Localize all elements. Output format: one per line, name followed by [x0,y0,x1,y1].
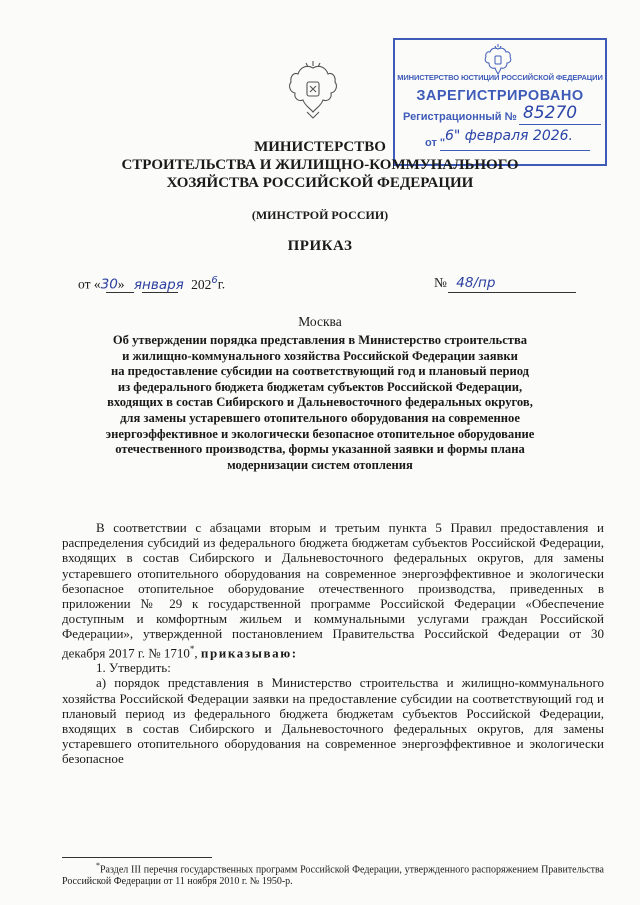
title-line: модернизации систем отопления [227,457,413,472]
stamp-number-underline [519,124,601,125]
year-digit: 6 [211,275,218,286]
year-suffix: г. [217,276,226,292]
paragraph-item-a: а) порядок представления в Министерство строительства и жилищно-коммунального хозяйства Российской Федерации заявки на предоставление субсидии на соответствующий год и плановый период из федерального бюджета бюджетам субъектов Российской Федерации, входящих в состав Сибирского и Дальневосточного федеральных округов, для замены устаревшего отопительного оборудования на современное энергоэффективное и экологически безопасное [62,675,604,767]
year-prefix: 202 [191,276,212,292]
ministry-line-3: ХОЗЯЙСТВА РОССИЙСКОЙ ФЕДЕРАЦИИ [166,175,474,191]
ministry-abbreviation: (МИНСТРОЙ РОССИИ) [251,208,389,222]
stamp-ministry: МИНИСТЕРСТВО ЮСТИЦИИ РОССИЙСКОЙ ФЕДЕРАЦИИ [397,73,603,82]
date-day-underline [106,292,134,293]
title-line: на предоставление субсидии на соответствующий год и плановый период [110,364,530,379]
number-prefix: № [434,275,447,290]
ministry-line-1: МИНИСТЕРСТВО [254,139,386,155]
city: Москва [298,314,342,329]
order-word: приказываю: [200,644,298,660]
footnote-ref: * [189,643,195,654]
paragraph-approve: 1. Утвердить: [96,660,171,676]
date-sep: » [117,276,125,292]
document-type: ПРИКАЗ [287,238,353,254]
stamp-number: 85270 [523,103,578,123]
title-line: для замены устаревшего отопительного оборудования на современное [120,410,520,425]
title-line: из федерального бюджета бюджетам субъектов Российской Федерации, [117,379,523,394]
footnote [62,860,604,888]
title-line: энергоэффективное и экологически безопасное отопительное оборудование [105,426,535,441]
order-number [434,275,495,291]
order-title [70,333,570,473]
stamp-number-label: Регистрационный № [403,111,517,123]
footnote-mark: * [96,861,100,870]
ministry-name [0,138,640,192]
title-line: Об утверждении порядка представления в Министерство строительства [112,333,528,347]
date-month-underline [142,292,178,293]
stamp-date: 6" февраля 2026. [445,128,573,144]
stamp-date-label: от " [425,137,446,149]
title-line: и жилищно-коммунального хозяйства Российской Федерации заявки [122,348,518,363]
footnote-text: Раздел III перечня государственных программ Российской Федерации, утвержденного распоряжением Правительства Российской Федерации от 11 ноября 2010 г. № 1950-р. [62,864,604,888]
date-prefix: от « [78,276,101,292]
title-line: отечественного производства, формы указанной заявки и формы плана [115,442,525,457]
order-date [78,275,225,293]
coat-of-arms-icon [286,60,340,122]
ministry-line-2: СТРОИТЕЛЬСТВА И ЖИЛИЩНО-КОММУНАЛЬНОГО [121,157,519,173]
date-day: 30 [100,276,118,293]
date-month: января [133,276,184,293]
document-body [62,520,604,767]
paragraph-preamble: В соответствии с абзацами вторым и третьим пункта 5 Правил предоставления и распределения субсидий из федерального бюджета бюджетам субъектов Российской Федерации, входящих в состав Сибирского и Дальневосточного федеральных округов, для замены устаревшего отопительного оборудования на современное энергоэффективное и экологически безопасное отопительное оборудование отечественного производства, приведенных в приложении № 29 к государственной программе Российской Федерации «Обеспечение доступным и комфортным жильем и коммунальными услугами граждан Российской Федерации», утвержденной постановлением Правительства Российской Федерации от 30 декабря 2017 г. № 1710*, приказываю: [62,520,604,660]
title-line: входящих в состав Сибирского и Дальневосточного федеральных округов, [107,395,533,410]
number-underline [448,292,576,293]
number-value: 48/пр [456,275,496,291]
stamp-registered: ЗАРЕГИСТРИРОВАНО [416,88,584,104]
footnote-separator [62,857,212,858]
